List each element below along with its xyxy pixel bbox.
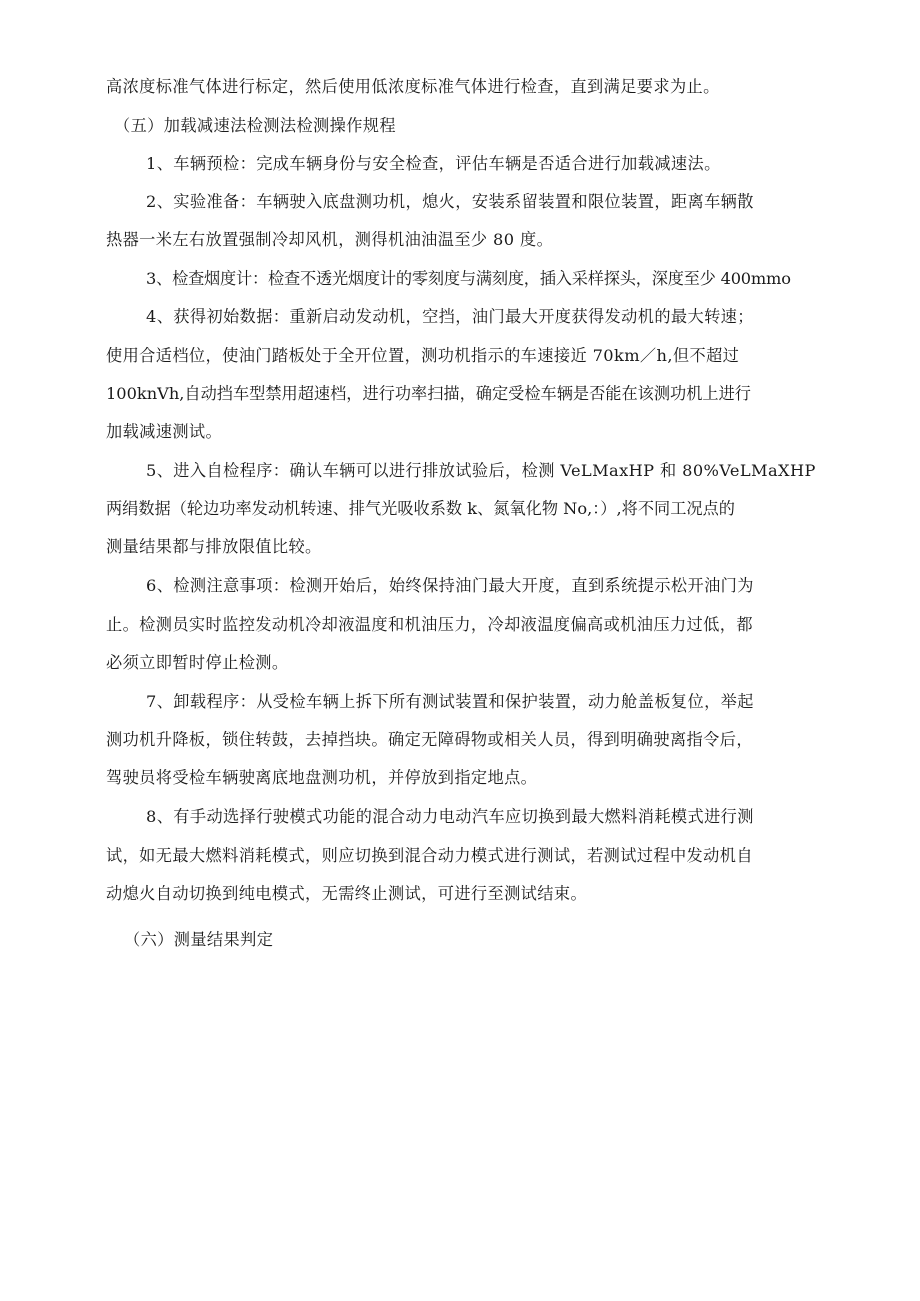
text-line: 测量结果都与排放限值比较。 [106,537,322,556]
text-line: 驾驶员将受检车辆驶离底地盘测功机，并停放到指定地点。 [106,768,538,787]
step-1-text: 1、车辆预检：完成车辆身份与安全检查，评估车辆是否适合进行加载减速法。 [146,154,721,173]
text-line: 必须立即暂时停止检测。 [106,653,289,672]
text-line: 使用合适档位，使油门踏板处于全开位置，测功机指示的车速接近 70km／h,但不超过 [106,346,740,365]
text-line: 两绢数据（轮边功率发动机转速、排气光吸收系数 k、氮氧化物 No,：）,将不同工况点的 [106,499,735,518]
text-line: 高浓度标准气体进行标定，然后使用低浓度标准气体进行检查，直到满足要求为止。 [106,77,720,96]
step-6-text: 6、检测注意事项：检测开始后，始终保持油门最大开度，直到系统提示松开油门为 [146,576,754,595]
text-line: 测功机升降板，锁住转鼓，去掉挡块。确定无障碍物或相关人员，得到明确驶离指令后， [106,730,753,749]
text-line: 加载减速测试。 [106,422,223,441]
text-line: 100knVh,自动挡车型禁用超速档，进行功率扫描，确定受检车辆是否能在该测功机上进行 [106,384,751,403]
step-2-text: 2、实验准备：车辆驶入底盘测功机，熄火，安装系留装置和限位装置，距离车辆散 [146,192,754,211]
step-8-text: 8、有手动选择行驶模式功能的混合动力电动汽车应切换到最大燃料消耗模式进行测 [146,807,754,826]
step-5-text: 5、进入自检程序：确认车辆可以进行排放试验后，检测 VeLMaxHP 和 80%VeLMaXHP [146,461,816,480]
step-3-text: 3、检查烟度计：检查不透光烟度计的零刻度与满刻度，插入采样探头，深度至少 400mmo [146,269,791,288]
section-heading-5: （五）加载减速法检测法检测操作规程 [114,116,396,135]
text-line: 止。检测员实时监控发动机冷却液温度和机油压力，冷却液温度偏高或机油压力过低，都 [106,615,753,634]
text-line: 热器一米左右放置强制冷却风机，测得机油油温至少 80 度。 [106,230,554,249]
section-heading-6: （六）测量结果判定 [124,930,274,949]
text-line: 动熄火自动切换到纯电模式，无需终止测试，可进行至测试结束。 [106,884,588,903]
step-4-text: 4、获得初始数据：重新启动发动机，空挡，油门最大开度获得发动机的最大转速； [146,307,754,326]
step-7-text: 7、卸载程序：从受检车辆上拆下所有测试装置和保护装置，动力舱盖板复位，举起 [146,692,754,711]
text-line: 试，如无最大燃料消耗模式，则应切换到混合动力模式进行测试，若测试过程中发动机自 [106,846,753,865]
